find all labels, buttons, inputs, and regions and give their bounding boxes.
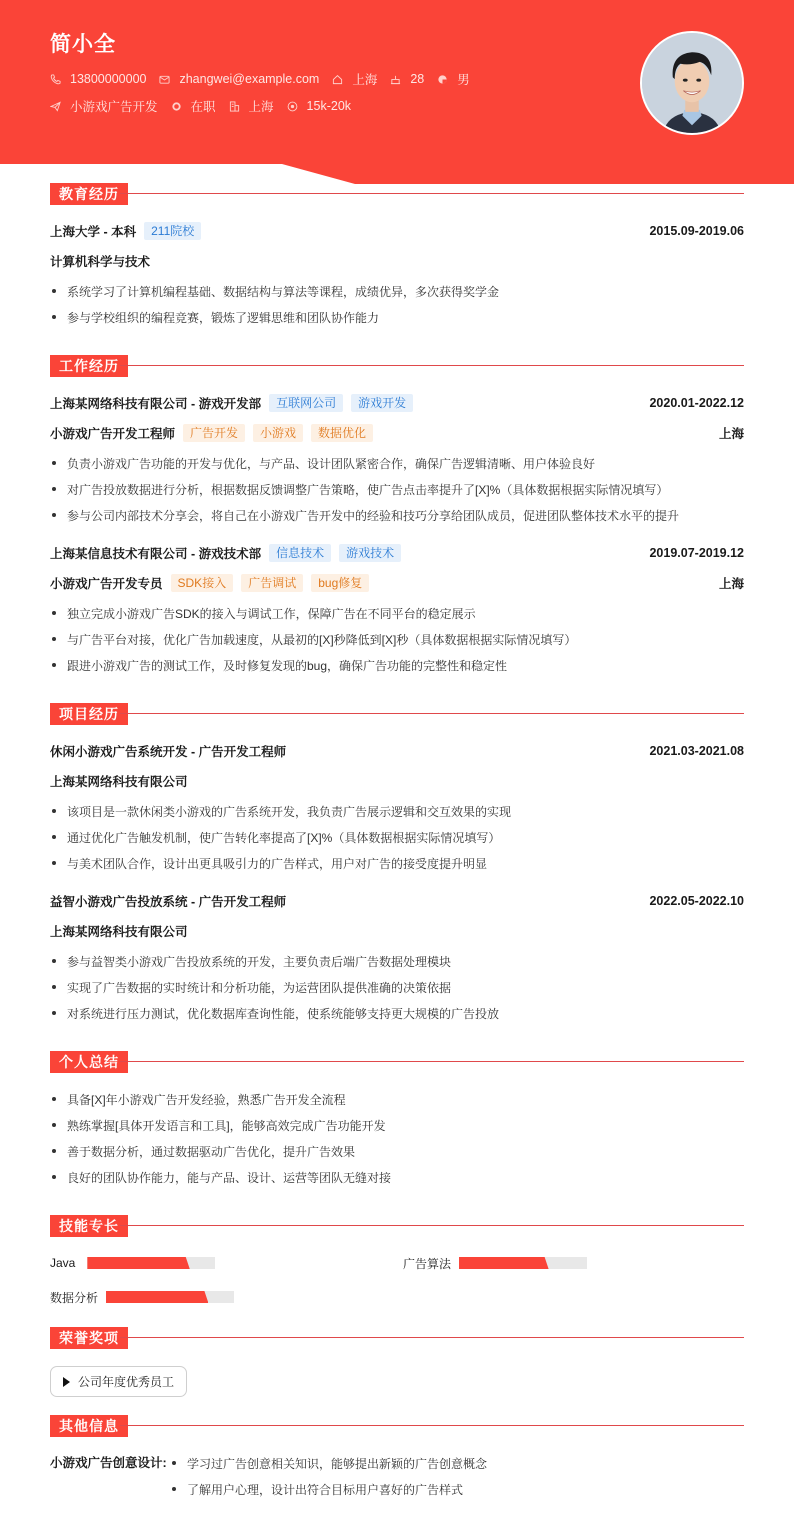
project-company-row [50, 772, 744, 790]
work-header [50, 355, 744, 377]
list-item [50, 952, 744, 970]
bullet-text: 对广告投放数据进行分析，根据数据反馈调整广告策略，使广告点击率提升了[X]%（具体数据根据实际情况填写） [67, 482, 669, 497]
bullet-text: 该项目是一款休闲类小游戏的广告系统开发，我负责广告展示逻辑和交互效果的实现 [67, 804, 512, 819]
candidate-name: 简小全 [50, 33, 116, 56]
intent-position-text: 小游戏广告开发 [70, 100, 158, 114]
awards-header [50, 1327, 744, 1349]
skill-label: 数据分析 [50, 1290, 99, 1305]
skills-header [50, 1215, 744, 1237]
gender-text: 男 [457, 73, 470, 87]
list-item [170, 1480, 744, 1498]
section-title: 教育经历 [50, 183, 128, 205]
bullet-text: 通过优化广告触发机制，使广告转化率提高了[X]%（具体数据根据实际情况填写） [67, 830, 501, 845]
bullet-text: 学习过广告创意相关知识，能够提出新颖的广告创意概念 [187, 1456, 488, 1471]
company-tag: 游戏开发 [351, 394, 413, 412]
skill-bar [87, 1257, 215, 1269]
age-text: 28 [410, 72, 425, 86]
company-tag: 互联网公司 [269, 394, 343, 412]
bullet-text: 负责小游戏广告功能的开发与优化，与产品、设计团队紧密合作，确保广告逻辑清晰、用户体验良好 [67, 456, 596, 471]
building-icon [229, 101, 240, 112]
avatar [640, 31, 744, 135]
list-item [50, 454, 744, 472]
bullet-dot [52, 611, 56, 615]
send-icon [50, 101, 61, 112]
section-divider [120, 713, 744, 714]
bullet-dot [52, 1097, 56, 1101]
position-tag: 数据优化 [311, 424, 373, 442]
position-name: 小游戏广告开发工程师 [50, 427, 176, 441]
list-item [50, 1116, 744, 1134]
other-section [50, 1415, 744, 1497]
list-item [50, 1168, 744, 1186]
bullet-dot [52, 637, 56, 641]
section-divider [120, 193, 744, 194]
bullet-text: 实现了广告数据的实时统计和分析功能，为运营团队提供准确的决策依据 [67, 980, 452, 995]
major: 计算机科学与技术 [50, 255, 151, 269]
project-name-row [50, 892, 744, 910]
section-divider [120, 365, 744, 366]
project-date: 2021.03-2021.08 [649, 744, 744, 758]
job-company-row [50, 394, 744, 412]
list-item [50, 656, 744, 674]
contact-email [159, 72, 319, 86]
list-item [50, 282, 744, 300]
project-name: 休闲小游戏广告系统开发 - 广告开发工程师 [50, 745, 287, 759]
intent-status-text: 在职 [190, 100, 216, 114]
bullet-dot [52, 513, 56, 517]
job-company-row [50, 544, 744, 562]
bullet-dot [52, 487, 56, 491]
city-text: 上海 [352, 73, 378, 87]
job-position-row [50, 574, 744, 592]
section-divider [120, 1225, 744, 1226]
skill-bar-fill [459, 1257, 549, 1269]
intent-salary [287, 99, 351, 113]
project-name: 益智小游戏广告投放系统 - 广告开发工程师 [50, 895, 287, 909]
school-tag: 211院校 [144, 222, 201, 240]
skill-java [50, 1256, 215, 1270]
bullet-text: 参与公司内部技术分享会，将自己在小游戏广告开发中的经验和技巧分享给团队成员，促进团队整体技术水平的提升 [67, 508, 680, 523]
intent-city-text: 上海 [248, 100, 274, 114]
position-tag: 小游戏 [253, 424, 303, 442]
education-header [50, 183, 744, 205]
status-icon [171, 101, 182, 112]
company-name: 上海某信息技术有限公司 - 游戏技术部 [50, 547, 262, 561]
section-title: 工作经历 [50, 355, 128, 377]
project-company: 上海某网络科技有限公司 [50, 925, 188, 939]
school-name: 上海大学 - 本科 [50, 225, 137, 239]
section-title: 荣誉奖项 [50, 1327, 128, 1349]
section-title: 技能专长 [50, 1215, 128, 1237]
company-tag: 游戏技术 [339, 544, 401, 562]
bullet-dot [52, 809, 56, 813]
list-item [50, 308, 744, 326]
bullet-text: 善于数据分析，通过数据驱动广告优化，提升广告效果 [67, 1144, 356, 1159]
contact-gender [437, 70, 470, 88]
job-location: 上海 [718, 427, 744, 441]
contact-city [332, 70, 377, 88]
skill-label: Java [50, 1256, 76, 1270]
home-icon [332, 74, 343, 85]
education-major-row [50, 252, 744, 270]
projects-header [50, 703, 744, 725]
education-school-row [50, 222, 744, 240]
other-header [50, 1415, 744, 1437]
position-tag: bug修复 [311, 574, 369, 592]
bullet-dot [52, 1175, 56, 1179]
projects-section [50, 703, 744, 1021]
section-divider [120, 1425, 744, 1426]
awards-section [50, 1327, 744, 1389]
resume-header [0, 0, 794, 184]
bullet-dot [52, 985, 56, 989]
contact-row [50, 70, 483, 88]
section-title: 其他信息 [50, 1415, 128, 1437]
contact-phone [50, 72, 146, 86]
other-label: 小游戏广告创意设计: [50, 1456, 167, 1470]
section-divider [120, 1061, 744, 1062]
bullet-dot [52, 1123, 56, 1127]
skills-section [50, 1215, 744, 1305]
job-date: 2019.07-2019.12 [649, 546, 744, 560]
skill-bar [106, 1291, 234, 1303]
email-text: zhangwei@example.com [179, 72, 320, 86]
list-item [50, 1004, 744, 1022]
gender-icon [437, 74, 448, 85]
list-item [50, 630, 744, 648]
skill-bar-fill [87, 1257, 189, 1269]
bullet-dot [52, 663, 56, 667]
company-tag: 信息技术 [269, 544, 331, 562]
bullet-text: 参与学校组织的编程竞赛，锻炼了逻辑思维和团队协作能力 [67, 310, 380, 325]
position-name: 小游戏广告开发专员 [50, 577, 163, 591]
bullet-text: 了解用户心理，设计出符合目标用户喜好的广告样式 [187, 1482, 464, 1497]
bullet-dot [52, 861, 56, 865]
skill-ad-algorithm [403, 1256, 587, 1270]
project-company-row [50, 922, 744, 940]
position-tag: 广告调试 [241, 574, 303, 592]
company-name: 上海某网络科技有限公司 - 游戏开发部 [50, 397, 262, 411]
education-section [50, 183, 744, 325]
summary-header [50, 1051, 744, 1073]
section-title: 个人总结 [50, 1051, 128, 1073]
list-item [50, 604, 744, 622]
list-item [50, 802, 744, 820]
position-tag: SDK接入 [171, 574, 234, 592]
bullet-dot [172, 1487, 176, 1491]
bullet-dot [52, 289, 56, 293]
award-text: 公司年度优秀员工 [78, 1375, 175, 1389]
bullet-dot [52, 1149, 56, 1153]
bullet-dot [52, 835, 56, 839]
mail-icon [159, 74, 170, 85]
summary-section [50, 1051, 744, 1185]
cake-icon [390, 74, 401, 85]
list-item [50, 506, 744, 524]
section-title: 项目经历 [50, 703, 128, 725]
bullet-text: 系统学习了计算机编程基础、数据结构与算法等课程，成绩优异，多次获得奖学金 [67, 284, 500, 299]
bullet-dot [52, 461, 56, 465]
list-item [170, 1454, 744, 1472]
intent-position [50, 97, 158, 115]
project-date: 2022.05-2022.10 [649, 894, 744, 908]
job-position-row [50, 424, 744, 442]
list-item [50, 828, 744, 846]
skill-bar [459, 1257, 587, 1269]
bullet-text: 熟练掌握[具体开发语言和工具]，能够高效完成广告功能开发 [67, 1118, 386, 1133]
bullet-text: 参与益智类小游戏广告投放系统的开发，主要负责后端广告数据处理模块 [67, 954, 452, 969]
bullet-text: 具备[X]年小游戏广告开发经验，熟悉广告开发全流程 [67, 1092, 346, 1107]
list-item [50, 1090, 744, 1108]
list-item [50, 978, 744, 996]
intent-salary-text: 15k-20k [306, 99, 352, 113]
phone-icon [50, 74, 61, 85]
bullet-text: 良好的团队协作能力，能与产品、设计、运营等团队无缝对接 [67, 1170, 392, 1185]
bullet-text: 跟进小游戏广告的测试工作，及时修复发现的bug，确保广告功能的完整性和稳定性 [67, 658, 508, 673]
skill-label: 广告算法 [403, 1256, 452, 1271]
section-divider [120, 1337, 744, 1338]
award-item[interactable] [50, 1366, 187, 1397]
list-item [50, 1142, 744, 1160]
bullet-dot [52, 959, 56, 963]
job-location: 上海 [718, 577, 744, 591]
play-triangle-icon [63, 1377, 70, 1387]
skill-bar-fill [106, 1291, 208, 1303]
project-company: 上海某网络科技有限公司 [50, 775, 188, 789]
intent-status [171, 97, 216, 115]
list-item [50, 480, 744, 498]
bullet-dot [52, 315, 56, 319]
bullet-text: 与美术团队合作，设计出更具吸引力的广告样式，用户对广告的接受度提升明显 [67, 856, 488, 871]
salary-icon [287, 101, 298, 112]
bullet-text: 对系统进行压力测试，优化数据库查询性能，使系统能够支持更大规模的广告投放 [67, 1006, 500, 1021]
position-tag: 广告开发 [183, 424, 245, 442]
contact-age [390, 72, 424, 86]
intent-city [229, 97, 274, 115]
job-intent-row [50, 97, 364, 115]
phone-text: 13800000000 [70, 72, 147, 86]
skill-data-analysis [50, 1290, 234, 1304]
list-item [50, 854, 744, 872]
education-date: 2015.09-2019.06 [649, 224, 744, 238]
bullet-text: 独立完成小游戏广告SDK的接入与调试工作，保障广告在不同平台的稳定展示 [67, 606, 476, 621]
bullet-dot [172, 1461, 176, 1465]
bullet-text: 与广告平台对接，优化广告加载速度，从最初的[X]秒降低到[X]秒（具体数据根据实际情况填写） [67, 632, 577, 647]
project-name-row [50, 742, 744, 760]
work-section [50, 355, 744, 673]
avatar-portrait [642, 33, 742, 133]
bullet-dot [52, 1011, 56, 1015]
job-date: 2020.01-2022.12 [649, 396, 744, 410]
